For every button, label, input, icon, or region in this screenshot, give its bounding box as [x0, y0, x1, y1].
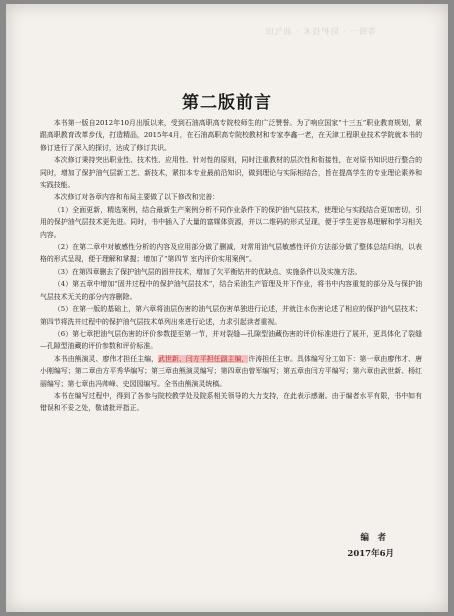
paragraph-principle: 本次修订秉持突出职业性、技术性、应用性、针对性的原则，同时注重教材的层次性和衔接性，在对原书知识进行整合的同时，增加了保护油气层新工艺、新技术，紧扣本专业最前沿知识，做到理论与实际相结合，旨在提高学生的专业理论素养和实践技能。 [40, 156, 422, 190]
editor-signature: 编 者 [360, 533, 386, 543]
paragraph-intro: 本书第一版自2012年10月出版以来，受到石油高职高专院校师生的广泛赞誉。为了响应国家“十三五”职业教育规划，紧跟高职教育改革步伐，打造精品，2015年4月，在石油高职高专院校教材和专家李鑫一老，在天津工程职业技术学院就本书的修订进行了深入的探讨，达成了修订共识。 [40, 119, 422, 152]
authors-division-text: 许涛担任主审。具体编写分工如下：第一章由廖伟才、唐小刚编写；第二章由方平秀华编写；第三章由熊演灵编写；第四章由曾军编写；第五章由闫方平编写；第六章由武世新、杨红丽编写；第七章由冯帅峰、史园园编写。全书由熊演灵统稿。 [40, 354, 423, 388]
paragraph-change-3: （3）在第四章删去了保护油气层的固井技术，增加了欠平衡钻井的优缺点、实施条件以及实施方法。 [53, 267, 362, 276]
paragraph-change-4: （4）第五章中增加“固井过程中的保护油气层技术”，结合采油生产管理及井下作业，将书中内容重复的部分及与保护油气层技术无关的部分内容删除。 [40, 280, 422, 301]
document-page [6, 4, 448, 612]
paragraph-change-1: （1）全面更新，精选案例，结合最新生产案例分析不同作业条件下的保护油气层技术，使理论与实践结合更加密切，引用的保护油气层技术更先进。同时，书中插入了大量的富媒体资源，并以二维码的形式呈现，便于学生更容易理解和学习相关内容。 [40, 205, 422, 239]
signature-block [347, 530, 394, 562]
preface-date: 2017年6月 [347, 549, 394, 559]
bleed-through-text: 等级一 · 防护技术 · 油气田 [264, 27, 376, 36]
paragraph-acknowledgement: 本书在编写过程中，得到了各参与院校教学处及院系相关领导的大力支持，在此表示感谢。由于编者水平有限，书中如有错误和不妥之处，敬请批评指正。 [40, 391, 422, 413]
highlighted-deputy-editors: 武世新、闫方平担任副主编， [158, 354, 249, 363]
page-title: 第二版前言 [182, 93, 272, 113]
paragraph-change-2: （2）在第二章中对敏感性分析的内容及应用部分做了删减，对常用油气层敏感性评价方法部分做了整体总结归纳，以表格的形式呈现，便于理解和掌握；增加了“第四节 室内评价实用案例”。 [40, 243, 422, 264]
paragraph-change-5: （5）在第一版的基础上，第六章将油层伤害的油气层伤害单独进行论述，并就注水伤害论述了相应的保护油气层技术；第四节将洗井过程中的保护油气层技术单列出来进行论述，力求引起读者重视。 [40, 305, 422, 326]
paragraph-authors [40, 353, 422, 390]
preface-body [40, 117, 422, 415]
authors-editors-text: 本书由熊演灵、廖伟才担任主编， [53, 354, 159, 363]
paragraph-changes-intro: 本次修订对各章内容和布局主要做了以下修改和完善： [53, 193, 220, 202]
paragraph-change-6: （6）第七章把油气层伤害的评价参数提至第一节，并对裂缝—孔隙型油藏伤害的评价标准进行了展开，更具体化了裂缝—孔隙型油藏的评价参数和评价标准。 [40, 329, 422, 351]
